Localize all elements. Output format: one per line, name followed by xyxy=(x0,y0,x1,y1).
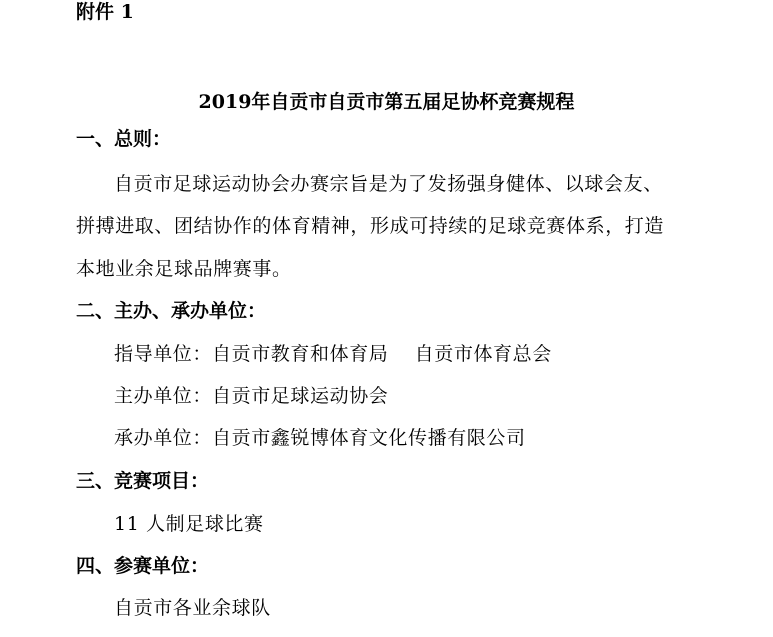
event-item: 11 人制足球比赛 xyxy=(114,513,264,535)
section-heading-general: 一、总则： xyxy=(76,128,172,150)
participant-item: 自贡市各业余球队 xyxy=(114,597,271,619)
section-heading-events: 三、竞赛项目： xyxy=(76,470,210,492)
attachment-label: 附件 1 xyxy=(76,1,134,23)
section-heading-organizers: 二、主办、承办单位： xyxy=(76,300,267,322)
document-title: 2019年自贡市自贡市第五届足协杯竞赛规程 xyxy=(198,91,575,113)
organizer-guiding-unit: 指导单位：自贡市教育和体育局 自贡市体育总会 xyxy=(114,343,552,365)
section-general-line-2: 拼搏进取、团结协作的体育精神，形成可持续的足球竞赛体系，打造 xyxy=(76,215,665,237)
section-heading-participants: 四、参赛单位： xyxy=(76,555,210,577)
section-general-line-1: 自贡市足球运动协会办赛宗旨是为了发扬强身健体、以球会友、 xyxy=(114,173,663,195)
section-general-line-3: 本地业余足球品牌赛事。 xyxy=(76,258,292,280)
organizer-undertaking-unit: 承办单位：自贡市鑫锐博体育文化传播有限公司 xyxy=(114,427,526,449)
organizer-host-unit: 主办单位：自贡市足球运动协会 xyxy=(114,385,389,407)
